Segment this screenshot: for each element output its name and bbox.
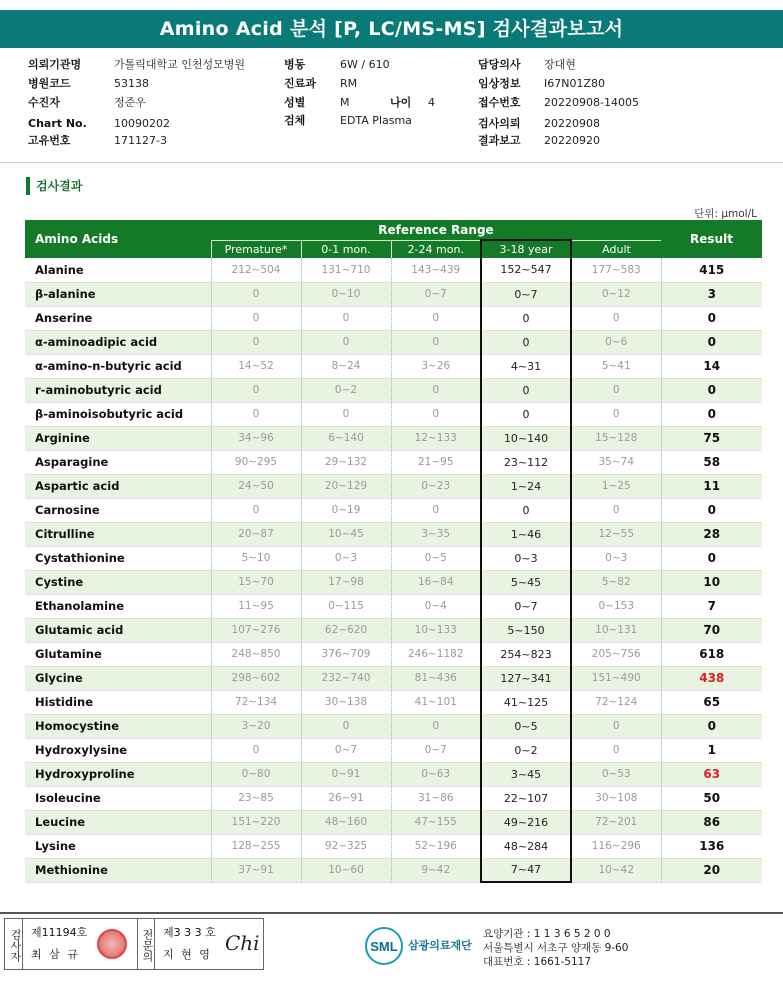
table-row xyxy=(25,450,762,474)
ref-value: 92~325 xyxy=(301,834,391,858)
table-row xyxy=(25,690,762,714)
age-label: 나이 xyxy=(390,96,412,109)
ref-value-highlighted: 0 xyxy=(481,330,571,354)
ref-value: 10~131 xyxy=(571,618,661,642)
ref-value-highlighted: 7~47 xyxy=(481,858,571,882)
ref-value: 15~70 xyxy=(211,570,301,594)
amino-acid-name: Lysine xyxy=(25,834,211,858)
report-title: Amino Acid 분석 [P, LC/MS-MS] 검사결과보고서 xyxy=(0,10,783,48)
amino-acid-name: Arginine xyxy=(25,426,211,450)
table-row xyxy=(25,258,762,282)
result-value: 3 xyxy=(661,282,762,306)
info-label: Chart No. xyxy=(28,117,87,130)
header-ref-col: 2-24 mon. xyxy=(391,240,481,258)
ref-value: 24~50 xyxy=(211,474,301,498)
ref-value: 0~23 xyxy=(391,474,481,498)
amino-acid-name: Asparagine xyxy=(25,450,211,474)
amino-acid-name: Hydroxyproline xyxy=(25,762,211,786)
ref-value: 0~19 xyxy=(301,498,391,522)
amino-acid-name: β-alanine xyxy=(25,282,211,306)
ref-value: 41~101 xyxy=(391,690,481,714)
ref-value: 128~255 xyxy=(211,834,301,858)
ref-value: 0 xyxy=(211,738,301,762)
ref-value: 0~10 xyxy=(301,282,391,306)
ref-value: 0~7 xyxy=(391,282,481,306)
specialist-signature: Chi xyxy=(225,931,260,955)
ref-value: 48~160 xyxy=(301,810,391,834)
ref-value-highlighted: 1~24 xyxy=(481,474,571,498)
amino-acid-name: Homocystine xyxy=(25,714,211,738)
table-row xyxy=(25,594,762,618)
ref-value: 1~25 xyxy=(571,474,661,498)
amino-acid-name: Alanine xyxy=(25,258,211,282)
specialist-label: 전문의 xyxy=(137,919,155,969)
ref-value: 0 xyxy=(301,306,391,330)
ref-value: 29~132 xyxy=(301,450,391,474)
info-value: RM xyxy=(340,77,358,90)
table-row xyxy=(25,786,762,810)
table-row xyxy=(25,474,762,498)
result-value: 14 xyxy=(661,354,762,378)
ref-value: 72~134 xyxy=(211,690,301,714)
ref-value-highlighted: 254~823 xyxy=(481,642,571,666)
table-row xyxy=(25,834,762,858)
ref-value-highlighted: 5~150 xyxy=(481,618,571,642)
result-value: 0 xyxy=(661,402,762,426)
info-value: 장대현 xyxy=(544,58,576,71)
ref-value: 248~850 xyxy=(211,642,301,666)
ref-value: 298~602 xyxy=(211,666,301,690)
ref-value: 0~6 xyxy=(571,330,661,354)
ref-value: 0~3 xyxy=(571,546,661,570)
ref-value: 12~55 xyxy=(571,522,661,546)
amino-acid-name: Methionine xyxy=(25,858,211,882)
ref-value: 0 xyxy=(391,378,481,402)
table-row xyxy=(25,522,762,546)
ref-value: 143~439 xyxy=(391,258,481,282)
ref-value: 37~91 xyxy=(211,858,301,882)
ref-value-highlighted: 0 xyxy=(481,378,571,402)
section-divider xyxy=(0,162,783,163)
result-value: 0 xyxy=(661,498,762,522)
ref-value: 20~129 xyxy=(301,474,391,498)
ref-value-highlighted: 152~547 xyxy=(481,258,571,282)
info-row-doctor xyxy=(478,56,576,74)
header-result: Result xyxy=(661,220,762,258)
section-title: 검사결과 xyxy=(26,177,82,195)
ref-value-highlighted: 0 xyxy=(481,498,571,522)
ref-value: 0 xyxy=(211,282,301,306)
result-value: 11 xyxy=(661,474,762,498)
amino-acid-name: Glutamic acid xyxy=(25,618,211,642)
ref-value: 34~96 xyxy=(211,426,301,450)
info-value: 20220920 xyxy=(544,134,600,147)
ref-value-highlighted: 49~216 xyxy=(481,810,571,834)
info-value: 20220908-14005 xyxy=(544,96,639,109)
ref-value: 151~220 xyxy=(211,810,301,834)
info-value: 가톨릭대학교 인천성모병원 xyxy=(114,58,246,71)
ref-value: 12~133 xyxy=(391,426,481,450)
ref-value: 0~91 xyxy=(301,762,391,786)
ref-value: 0~115 xyxy=(301,594,391,618)
info-label: 접수번호 xyxy=(478,96,521,109)
ref-value: 10~133 xyxy=(391,618,481,642)
table-row xyxy=(25,810,762,834)
info-value: EDTA Plasma xyxy=(340,114,412,127)
ref-value-highlighted: 0 xyxy=(481,402,571,426)
age-value: 4 xyxy=(428,96,435,109)
table-row xyxy=(25,618,762,642)
info-row-ward xyxy=(284,56,390,74)
ref-value-highlighted: 4~31 xyxy=(481,354,571,378)
table-row xyxy=(25,330,762,354)
result-value: 438 xyxy=(661,666,762,690)
ref-value: 151~490 xyxy=(571,666,661,690)
info-value: I67N01Z80 xyxy=(544,77,605,90)
result-value: 10 xyxy=(661,570,762,594)
table-row xyxy=(25,306,762,330)
info-value: 171127-3 xyxy=(114,134,167,147)
amino-acid-name: Isoleucine xyxy=(25,786,211,810)
info-row-patient xyxy=(28,94,146,112)
ref-value: 5~82 xyxy=(571,570,661,594)
inspector-label: 검사자 xyxy=(5,919,23,969)
signature-box xyxy=(4,918,264,970)
info-label: 병동 xyxy=(284,58,306,71)
info-row-specimen xyxy=(284,112,412,130)
ref-value: 26~91 xyxy=(301,786,391,810)
info-label: 담당의사 xyxy=(478,58,521,71)
info-label: 성별 xyxy=(284,96,306,109)
ref-value: 30~138 xyxy=(301,690,391,714)
table-row xyxy=(25,738,762,762)
result-value: 65 xyxy=(661,690,762,714)
ref-value: 81~436 xyxy=(391,666,481,690)
ref-value: 3~35 xyxy=(391,522,481,546)
ref-value: 52~196 xyxy=(391,834,481,858)
contact-line-address: 서울특별시 서초구 양재동 9-60 xyxy=(483,942,629,954)
ref-value-highlighted: 22~107 xyxy=(481,786,571,810)
amino-acid-name: α-aminoadipic acid xyxy=(25,330,211,354)
ref-value: 0~63 xyxy=(391,762,481,786)
header-ref-col: 0-1 mon. xyxy=(301,240,391,258)
info-row-hospital-code xyxy=(28,75,149,93)
table-row xyxy=(25,642,762,666)
ref-value: 6~140 xyxy=(301,426,391,450)
ref-value: 0~5 xyxy=(391,546,481,570)
specialist-number: 제3 3 3 호 xyxy=(163,926,216,939)
header-ref-col-highlighted: 3-18 year xyxy=(481,240,571,258)
info-label: 고유번호 xyxy=(28,134,71,147)
ref-value: 0 xyxy=(211,378,301,402)
ref-value: 232~740 xyxy=(301,666,391,690)
ref-value-highlighted: 0~2 xyxy=(481,738,571,762)
ref-value: 62~620 xyxy=(301,618,391,642)
ref-value: 0 xyxy=(571,498,661,522)
ref-value: 0 xyxy=(301,402,391,426)
contact-info xyxy=(483,927,628,969)
amino-acid-name: Hydroxylysine xyxy=(25,738,211,762)
info-row-receipt-no xyxy=(478,94,639,112)
info-label: 병원코드 xyxy=(28,77,71,90)
ref-value: 205~756 xyxy=(571,642,661,666)
ref-value: 0~80 xyxy=(211,762,301,786)
amino-acid-name: Cystathionine xyxy=(25,546,211,570)
ref-value: 0 xyxy=(571,306,661,330)
contact-line-phone: 대표번호 : 1661-5117 xyxy=(483,956,592,968)
info-label: 의뢰기관명 xyxy=(28,58,82,71)
info-row-institution xyxy=(28,56,245,74)
ref-value: 35~74 xyxy=(571,450,661,474)
ref-value-highlighted: 0~5 xyxy=(481,714,571,738)
info-row-clinical-info xyxy=(478,75,605,93)
amino-acid-name: α-amino-n-butyric acid xyxy=(25,354,211,378)
result-value: 136 xyxy=(661,834,762,858)
info-label: 진료과 xyxy=(284,77,316,90)
ref-value: 14~52 xyxy=(211,354,301,378)
ref-value: 0~12 xyxy=(571,282,661,306)
ref-value: 0~2 xyxy=(301,378,391,402)
result-value: 63 xyxy=(661,762,762,786)
ref-value: 0 xyxy=(391,306,481,330)
info-label: 검체 xyxy=(284,114,306,127)
ref-value: 0 xyxy=(571,738,661,762)
contact-line-code: 요양기관 : 1 1 3 6 5 2 0 0 xyxy=(483,928,611,940)
ref-value: 20~87 xyxy=(211,522,301,546)
ref-value: 11~95 xyxy=(211,594,301,618)
result-value: 7 xyxy=(661,594,762,618)
info-row-sex xyxy=(284,94,435,112)
table-row xyxy=(25,354,762,378)
ref-value-highlighted: 41~125 xyxy=(481,690,571,714)
result-value: 0 xyxy=(661,546,762,570)
info-row-report-date xyxy=(478,132,600,150)
table-row xyxy=(25,714,762,738)
amino-acid-name: Aspartic acid xyxy=(25,474,211,498)
result-value: 20 xyxy=(661,858,762,882)
ref-value-highlighted: 1~46 xyxy=(481,522,571,546)
ref-value: 17~98 xyxy=(301,570,391,594)
ref-value: 90~295 xyxy=(211,450,301,474)
info-label: 수진자 xyxy=(28,96,60,109)
info-value: 53138 xyxy=(114,77,149,90)
ref-value: 0~153 xyxy=(571,594,661,618)
org-name: 삼광의료재단 xyxy=(408,939,472,952)
result-value: 0 xyxy=(661,306,762,330)
ref-value: 116~296 xyxy=(571,834,661,858)
ref-value: 5~10 xyxy=(211,546,301,570)
ref-value: 107~276 xyxy=(211,618,301,642)
result-value: 86 xyxy=(661,810,762,834)
ref-value: 0 xyxy=(211,498,301,522)
ref-value: 47~155 xyxy=(391,810,481,834)
info-row-request-date xyxy=(478,115,600,133)
ref-value: 177~583 xyxy=(571,258,661,282)
ref-value: 10~45 xyxy=(301,522,391,546)
table-row xyxy=(25,546,762,570)
info-value: 20220908 xyxy=(544,117,600,130)
ref-value-highlighted: 5~45 xyxy=(481,570,571,594)
amino-acid-name: Ethanolamine xyxy=(25,594,211,618)
ref-value: 212~504 xyxy=(211,258,301,282)
inspector-seal-stamp xyxy=(97,929,127,959)
inspector-number: 제11194호 xyxy=(31,926,88,939)
result-value: 70 xyxy=(661,618,762,642)
info-row-department xyxy=(284,75,357,93)
ref-value-highlighted: 0~7 xyxy=(481,594,571,618)
amino-acid-name: Leucine xyxy=(25,810,211,834)
ref-value-highlighted: 10~140 xyxy=(481,426,571,450)
table-row xyxy=(25,378,762,402)
table-row xyxy=(25,282,762,306)
header-amino-acids: Amino Acids xyxy=(25,220,211,258)
ref-value: 9~42 xyxy=(391,858,481,882)
ref-value: 16~84 xyxy=(391,570,481,594)
ref-value: 0 xyxy=(391,402,481,426)
amino-acid-name: r-aminobutyric acid xyxy=(25,378,211,402)
result-value: 0 xyxy=(661,714,762,738)
result-value: 50 xyxy=(661,786,762,810)
ref-value-highlighted: 0~7 xyxy=(481,282,571,306)
table-row xyxy=(25,426,762,450)
table-row xyxy=(25,402,762,426)
specialist-name: 지 현 영 xyxy=(163,948,212,961)
header-reference-range: Reference Range xyxy=(211,220,661,240)
ref-value: 21~95 xyxy=(391,450,481,474)
table-row xyxy=(25,570,762,594)
amino-acid-name: β-aminoisobutyric acid xyxy=(25,402,211,426)
table-row xyxy=(25,498,762,522)
ref-value-highlighted: 48~284 xyxy=(481,834,571,858)
ref-value: 23~85 xyxy=(211,786,301,810)
ref-value: 30~108 xyxy=(571,786,661,810)
inspector-name: 최 삼 규 xyxy=(31,948,80,961)
ref-value: 0~53 xyxy=(571,762,661,786)
header-ref-col: Adult xyxy=(571,240,661,258)
table-row xyxy=(25,858,762,882)
ref-value: 0 xyxy=(391,330,481,354)
ref-value: 0 xyxy=(301,330,391,354)
info-row-chart-no xyxy=(28,115,170,133)
ref-value: 10~60 xyxy=(301,858,391,882)
result-value: 415 xyxy=(661,258,762,282)
result-value: 0 xyxy=(661,330,762,354)
amino-acid-name: Glycine xyxy=(25,666,211,690)
table-row xyxy=(25,762,762,786)
ref-value: 0 xyxy=(571,402,661,426)
info-value: M xyxy=(340,96,350,109)
footer-divider xyxy=(0,912,783,914)
ref-value: 0 xyxy=(571,378,661,402)
info-label: 검사의뢰 xyxy=(478,117,521,130)
ref-value: 0~3 xyxy=(301,546,391,570)
ref-value-highlighted: 23~112 xyxy=(481,450,571,474)
info-row-unique-no xyxy=(28,132,167,150)
header-ref-col: Premature* xyxy=(211,240,301,258)
amino-acid-name: Citrulline xyxy=(25,522,211,546)
info-value: 6W / 610 xyxy=(340,58,390,71)
logo-text: SML xyxy=(370,939,398,954)
ref-value: 8~24 xyxy=(301,354,391,378)
result-value: 0 xyxy=(661,378,762,402)
result-value: 58 xyxy=(661,450,762,474)
amino-acid-name: Anserine xyxy=(25,306,211,330)
ref-value-highlighted: 0~3 xyxy=(481,546,571,570)
info-value: 정준우 xyxy=(114,96,146,109)
ref-value: 0 xyxy=(571,714,661,738)
sml-logo-icon xyxy=(364,926,404,966)
ref-value: 31~86 xyxy=(391,786,481,810)
ref-value: 0~4 xyxy=(391,594,481,618)
ref-value: 0 xyxy=(211,306,301,330)
ref-value: 0 xyxy=(301,714,391,738)
info-value: 10090202 xyxy=(114,117,170,130)
amino-acid-name: Glutamine xyxy=(25,642,211,666)
ref-value: 0~7 xyxy=(301,738,391,762)
ref-value-highlighted: 0 xyxy=(481,306,571,330)
ref-value: 246~1182 xyxy=(391,642,481,666)
ref-value: 0 xyxy=(391,714,481,738)
info-label: 결과보고 xyxy=(478,134,521,147)
ref-value-highlighted: 127~341 xyxy=(481,666,571,690)
ref-value: 0 xyxy=(211,330,301,354)
ref-value: 376~709 xyxy=(301,642,391,666)
ref-value: 0~7 xyxy=(391,738,481,762)
result-value: 1 xyxy=(661,738,762,762)
ref-value: 5~41 xyxy=(571,354,661,378)
ref-value: 131~710 xyxy=(301,258,391,282)
ref-value: 10~42 xyxy=(571,858,661,882)
results-table xyxy=(25,220,762,883)
table-row xyxy=(25,666,762,690)
ref-value: 0 xyxy=(391,498,481,522)
ref-value: 3~20 xyxy=(211,714,301,738)
ref-value: 3~26 xyxy=(391,354,481,378)
ref-value: 72~201 xyxy=(571,810,661,834)
ref-value: 72~124 xyxy=(571,690,661,714)
info-label: 임상정보 xyxy=(478,77,521,90)
result-value: 28 xyxy=(661,522,762,546)
result-value: 75 xyxy=(661,426,762,450)
result-value: 618 xyxy=(661,642,762,666)
ref-value: 0 xyxy=(211,402,301,426)
ref-value: 15~128 xyxy=(571,426,661,450)
amino-acid-name: Carnosine xyxy=(25,498,211,522)
ref-value-highlighted: 3~45 xyxy=(481,762,571,786)
amino-acid-name: Cystine xyxy=(25,570,211,594)
unit-label: 단위: μmol/L xyxy=(694,208,757,220)
amino-acid-name: Histidine xyxy=(25,690,211,714)
